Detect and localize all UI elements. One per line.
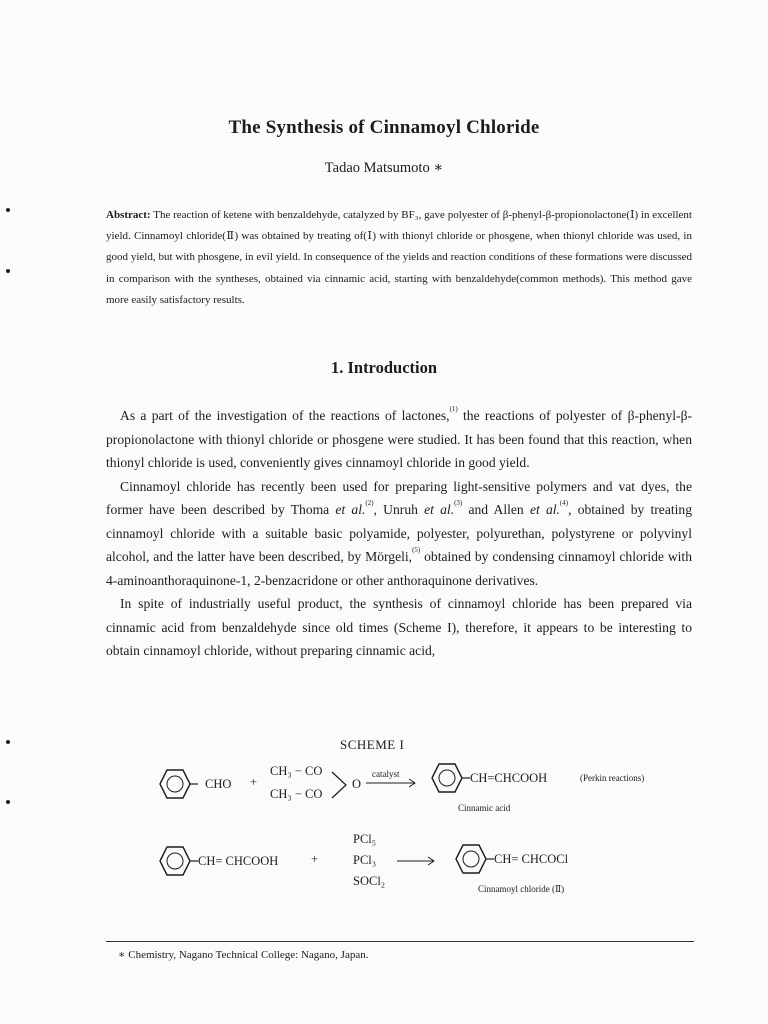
paragraph-3: In spite of industrially useful product, the synthesis of cinnamoyl chloride has been prepared via cinnamic acid from benzaldehyde since old times (Scheme I), therefore, it appears to be interesting to obtain cinnamoyl chloride, without preparing cinnamic acid, [106, 596, 692, 658]
plus-sign: + [250, 775, 258, 789]
footnote-rule [106, 941, 694, 942]
margin-dot [6, 208, 10, 212]
reaction-arrow-icon [397, 856, 437, 866]
paragraph-1 [106, 404, 692, 475]
text-run: , Unruh [373, 502, 425, 517]
reaction-arrow-icon [366, 778, 418, 788]
cinnamoyl-chloride-label: Cinnamoyl chloride (Ⅱ) [478, 884, 565, 894]
text-run: obtained by condensing cinnamoyl chloride with 4-aminoanthoraquinone-1, 2-benzacridone or other anthoraquinone derivatives. [106, 549, 692, 588]
paragraph-2 [106, 475, 692, 593]
body-text [106, 404, 692, 663]
scheme-label: SCHEME I [340, 737, 405, 752]
perkin-note: (Perkin reactions) [580, 773, 645, 783]
oxygen-label: O [352, 777, 362, 791]
cinnamoyl-chloride-formula: CH= CHCOCl [494, 852, 569, 866]
et-al: et al. [529, 502, 560, 517]
cinnamic-acid-reactant: CH= CHCOOH [198, 854, 279, 868]
anhydride-bottom: CH₃ − CO [270, 787, 323, 801]
anhydride-bracket-icon [330, 770, 350, 800]
plus-sign: + [311, 852, 319, 866]
ref-1: (1) [449, 405, 458, 413]
ref-2: (2) [365, 499, 374, 507]
et-al: et al. [335, 502, 366, 517]
text-run: As a part of the investigation of the reactions of lactones, [120, 408, 450, 423]
author-line: Tadao Matsumoto ∗ [324, 160, 444, 176]
catalyst-label: catalyst [372, 769, 400, 779]
cinnamic-acid-label: Cinnamic acid [458, 803, 511, 813]
benzene-ring-icon [150, 843, 198, 879]
paper-title: The Synthesis of Cinnamoyl Chloride [228, 117, 540, 138]
footnote: ∗ Chemistry, Nagano Technical College: Nagano, Japan. [118, 949, 369, 961]
abstract [106, 205, 692, 311]
ref-4: (4) [559, 499, 569, 507]
margin-dot [6, 800, 10, 804]
ref-3: (3) [454, 499, 463, 507]
text-run: and Allen [462, 502, 530, 517]
et-al: et al. [424, 502, 455, 517]
pcl3-label: PCl₃ [353, 853, 377, 867]
anhydride-top: CH₃ − CO [270, 764, 323, 778]
abstract-text: The reaction of ketene with benzaldehyde, catalyzed by BF₃, gave polyester of β-phenyl-β-propionolactone(Ⅰ) in excellent yield. Cinnamoyl chloride(Ⅱ) was obtained by treating of(Ⅰ) with thionyl chloride or phosgene, when thionyl chloride was used, in good yield, but with phosgene, in evil yield. In consequence of the yields and reaction conditions of these formations were discussed in comparison with the syntheses, obtained via cinnamic acid, starting with benzaldehyde(common methods). This method gave more easily satisfactory results. [106, 209, 692, 306]
section-heading: 1. Introduction [330, 358, 438, 377]
margin-dot [6, 740, 10, 744]
cho-label: CHO [205, 777, 232, 791]
margin-dot [6, 269, 10, 273]
benzene-ring-icon [150, 766, 198, 802]
benzene-ring-icon [422, 760, 470, 796]
text-run: the reactions of polyester of β-phenyl-β-propionolactone with thionyl chloride or phosgene were studied. It has been found that this reaction, when thionyl chloride is used, conveniently gives cinnamoyl chloride in good yield. [106, 408, 693, 470]
text-run: Cinnamoyl chloride has recently been used for preparing light-sensitive polymers and vat dyes, the former have been described by Thoma [106, 478, 692, 517]
cinnamic-acid-formula: CH=CHCOOH [470, 771, 548, 785]
abstract-label: Abstract: [106, 209, 151, 221]
socl2-label: SOCl₂ [353, 874, 386, 888]
pcl5-label: PCl₅ [353, 832, 377, 846]
text-run: , obtained by treating cinnamoyl chloride with a suitable basic polyamide, polyester, polyurethan, polystyrene or polyvinyl alcohol, and the latter have been described, by Mörgeli, [106, 502, 692, 564]
ref-5: (5) [412, 546, 421, 554]
benzene-ring-icon [446, 841, 494, 877]
